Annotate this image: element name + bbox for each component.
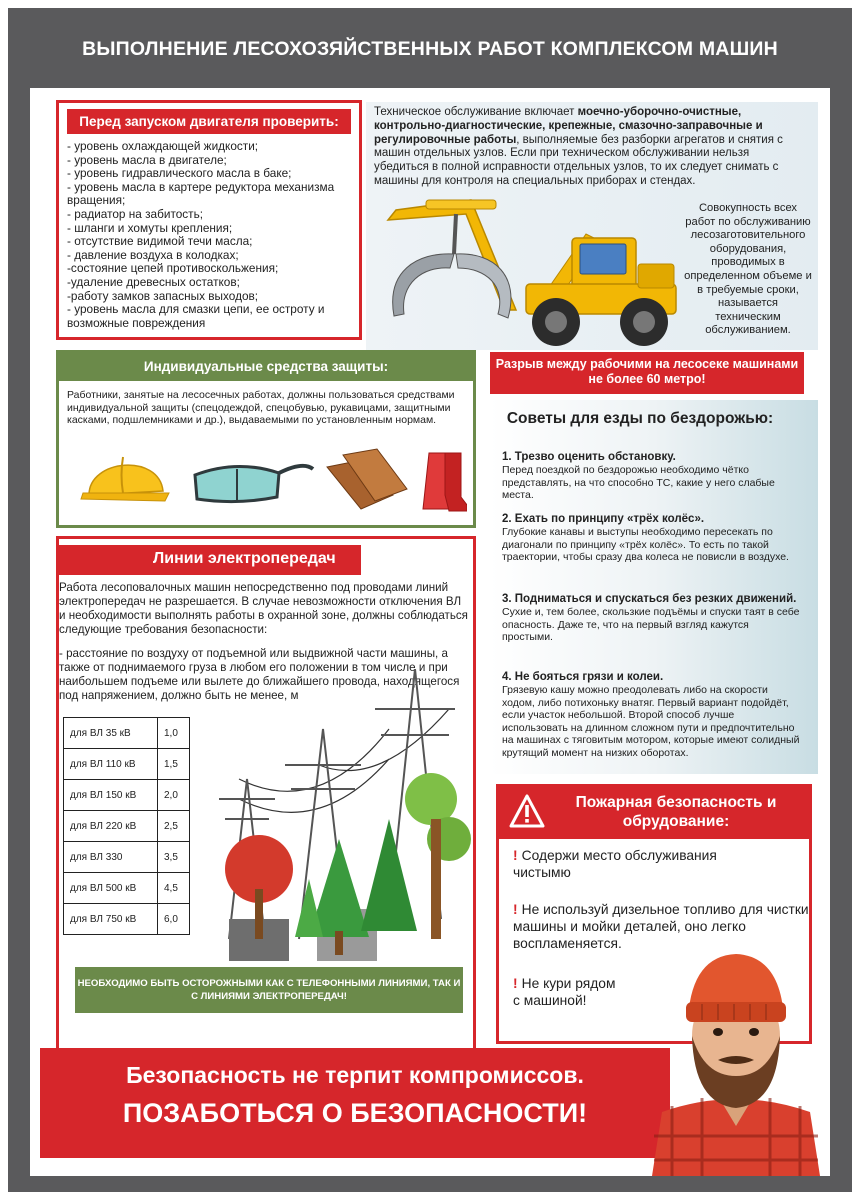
table-row [64, 811, 190, 842]
poster-frame [8, 8, 852, 1192]
fire-rule-text: Не кури рядом с машиной! [513, 976, 616, 1008]
worker-illustration [642, 936, 830, 1176]
checklist-item: - давление воздуха в колодках; [67, 247, 239, 262]
maintenance-rest: , выполняемые без разборки агрегатов и снятия с машин отдельных узлов. Если при техническом обслуживании нельзя убедиться в полной исправности отдельных узлов, то их следует снимать с машины для контроля на специальных приборах и стендах. [374, 133, 783, 187]
checklist-item: - шланги и хомуты крепления; [67, 220, 233, 235]
fire-rule [513, 975, 623, 1009]
poster-content [30, 88, 830, 1176]
maintenance-section [366, 102, 818, 350]
checklist-item: - уровень масла в двигателе; [67, 152, 227, 167]
table-row [64, 749, 190, 780]
goggles-icon [195, 466, 313, 502]
power-lines-section [56, 536, 476, 1114]
checklist-item: - уровень охлаждающей жидкости; [67, 139, 259, 153]
line-voltage: для ВЛ 110 кВ [64, 749, 158, 780]
table-row [64, 842, 190, 873]
gloves-icon [327, 449, 407, 509]
power-towers-illustration [199, 669, 473, 961]
maintenance-intro: Техническое обслуживание включает [374, 106, 578, 118]
clearance-distance: 3,5 [158, 842, 190, 873]
helmet-icon [81, 457, 169, 501]
prestart-checklist [56, 100, 362, 340]
worker-distance-banner: Разрыв между рабочими на лесосеке машинами не более 60 метро! [490, 352, 804, 394]
maintenance-text [374, 106, 806, 189]
ppe-text: Работники, занятые на лесосечных работах, должны пользоваться средствами индивидуальной защиты (спецодеждой, спецобувью, рукавицами, защитными касками, подшлемниками и др.), выдаваемыми по установленным нормам. [67, 389, 455, 427]
exclamation-icon: ! [513, 848, 518, 863]
maintenance-bold: моечно-уборочно-очистные, контрольно-диагностические, крепежные, смазочно-заправочные и регулировочные работы [374, 106, 763, 146]
line-voltage: для ВЛ 35 кВ [64, 718, 158, 749]
warning-triangle-icon [509, 794, 545, 828]
checklist-item: - отсутствие видимой течи масла; [67, 234, 253, 249]
ppe-section [56, 350, 476, 528]
exclamation-icon: ! [513, 902, 518, 917]
clearance-distance: 6,0 [158, 904, 190, 935]
line-voltage: для ВЛ 500 кВ [64, 873, 158, 904]
footer-slogan: Безопасность не терпит компромиссов. [126, 1062, 584, 1088]
fire-safety-header [499, 787, 809, 839]
poster-title: ВЫПОЛНЕНИЕ ЛЕСОХОЗЯЙСТВЕННЫХ РАБОТ КОМПЛЕКСОМ МАШИН [82, 38, 778, 60]
tip-item [502, 512, 802, 564]
footer-call-to-action: ПОЗАБОТЬСЯ О БЕЗОПАСНОСТИ! [122, 1098, 588, 1128]
checklist-item: - уровень масла в картере редуктора механизма вращения; [67, 179, 335, 208]
clearance-distance: 1,5 [158, 749, 190, 780]
checklist-item: - уровень гидравлического масла в баке; [67, 166, 292, 181]
ppe-illustrations [77, 439, 467, 515]
checklist-item: -удаление древесных остатков; [67, 274, 240, 289]
ppe-header: Индивидуальные средства защиты: [59, 353, 473, 381]
offroad-tips [490, 400, 818, 774]
tip-heading: 4. Не бояться грязи и колеи. [502, 671, 664, 683]
line-voltage: для ВЛ 150 кВ [64, 780, 158, 811]
checklist-item: -работу замков запасных выходов; [67, 288, 259, 303]
table-row [64, 780, 190, 811]
line-voltage: для ВЛ 220 кВ [64, 811, 158, 842]
tip-heading: 2. Ехать по принципу «трёх колёс». [502, 513, 705, 525]
table-row [64, 904, 190, 935]
clearance-distance: 1,0 [158, 718, 190, 749]
tips-title: Советы для езды по бездорожью: [506, 410, 774, 427]
checklist-items [67, 140, 359, 330]
caution-banner: НЕОБХОДИМО БЫТЬ ОСТОРОЖНЫМИ КАК С ТЕЛЕФОННЫМИ ЛИНИЯМИ, ТАК И С ЛИНИЯМИ ЭЛЕКТРОПЕРЕДАЧ! [75, 967, 463, 1013]
checklist-item: - уровень масла для смазки цепи, ее остроту и возможные повреждения [67, 302, 325, 330]
power-lines-text: Работа лесоповалочных машин непосредственно под проводами линий электропередач не разрешается. В случае невозможности отключения ВЛ и необходимости выполнять работы в охранной зоне, должны соблюдаться следующие требования безопасности: [59, 581, 468, 636]
maintenance-definition: Совокупность всех работ по обслуживанию лесозаготовительного оборудования, проводимых в определенном объеме и в требуемые сроки, называется техническим обслуживанием. [684, 202, 812, 337]
checklist-header: Перед запуском двигателя проверить: [67, 109, 351, 134]
power-lines-requirement: - расстояние по воздуху от подъемной или выдвижной части машины, а также от поднимаемого груза в любом его положении в том числе и при наибольшем подъеме или вылете до ближайшего провода, находящегося под напряжением, должно быть не менее, м [59, 647, 460, 702]
table-row [64, 718, 190, 749]
line-voltage: для ВЛ 330 [64, 842, 158, 873]
fire-rule-text: Не используй дизельное топливо для чистки машины и мойки деталей, оно легко воспламеняется. [513, 902, 809, 951]
checklist-item: -состояние цепей противоскольжения; [67, 261, 279, 276]
clearance-distance: 2,0 [158, 780, 190, 811]
tip-item [502, 450, 802, 502]
clearance-table [63, 717, 190, 935]
footer-banner [40, 1048, 670, 1158]
tip-item [502, 670, 802, 760]
clearance-distance: 2,5 [158, 811, 190, 842]
fire-rule-text: Содержи место обслуживания чистымю [513, 848, 717, 880]
tip-heading: 1. Трезво оценить обстановку. [502, 451, 676, 463]
fire-rule [513, 847, 773, 881]
power-lines-header: Линии электропередач [59, 545, 361, 575]
table-row [64, 873, 190, 904]
boots-icon [423, 453, 467, 511]
tip-heading: 3. Подниматься и спускаться без резких движений. [502, 593, 797, 605]
exclamation-icon: ! [513, 976, 518, 991]
tip-text: Грязевую кашу можно преодолевать либо на скорости ходом, либо потихоньку внатяг. Первый вариант подойдёт, если участок небольшой. Второй способ лучше использовать на длинном сложном пути и предпочтительно на машинах с тяговитым мотором, которые имеют солидный крутящий момент на низких оборотах. [502, 684, 800, 759]
line-voltage: для ВЛ 750 кВ [64, 904, 158, 935]
tip-text: Перед поездкой по бездорожью необходимо чётко представлять, на что способно ТС, какие у него слабые места. [502, 464, 775, 502]
tip-text: Глубокие канавы и выступы необходимо пересекать по диагонали по принципу «трёх колёс». То есть по такой траектории, чтобы сразу два колеса не повисли в воздухе. [502, 526, 789, 564]
clearance-distance: 4,5 [158, 873, 190, 904]
tip-text: Сухие и, тем более, скользкие подъёмы и спуски таят в себе опасность. Даже те, что на первый взгляд кажутся простыми. [502, 606, 800, 644]
checklist-item: - радиатор на забитость; [67, 206, 203, 221]
tip-item [502, 592, 802, 644]
forestry-machine-illustration [376, 180, 686, 348]
fire-safety-title: Пожарная безопасность и обрудование: [575, 794, 777, 830]
